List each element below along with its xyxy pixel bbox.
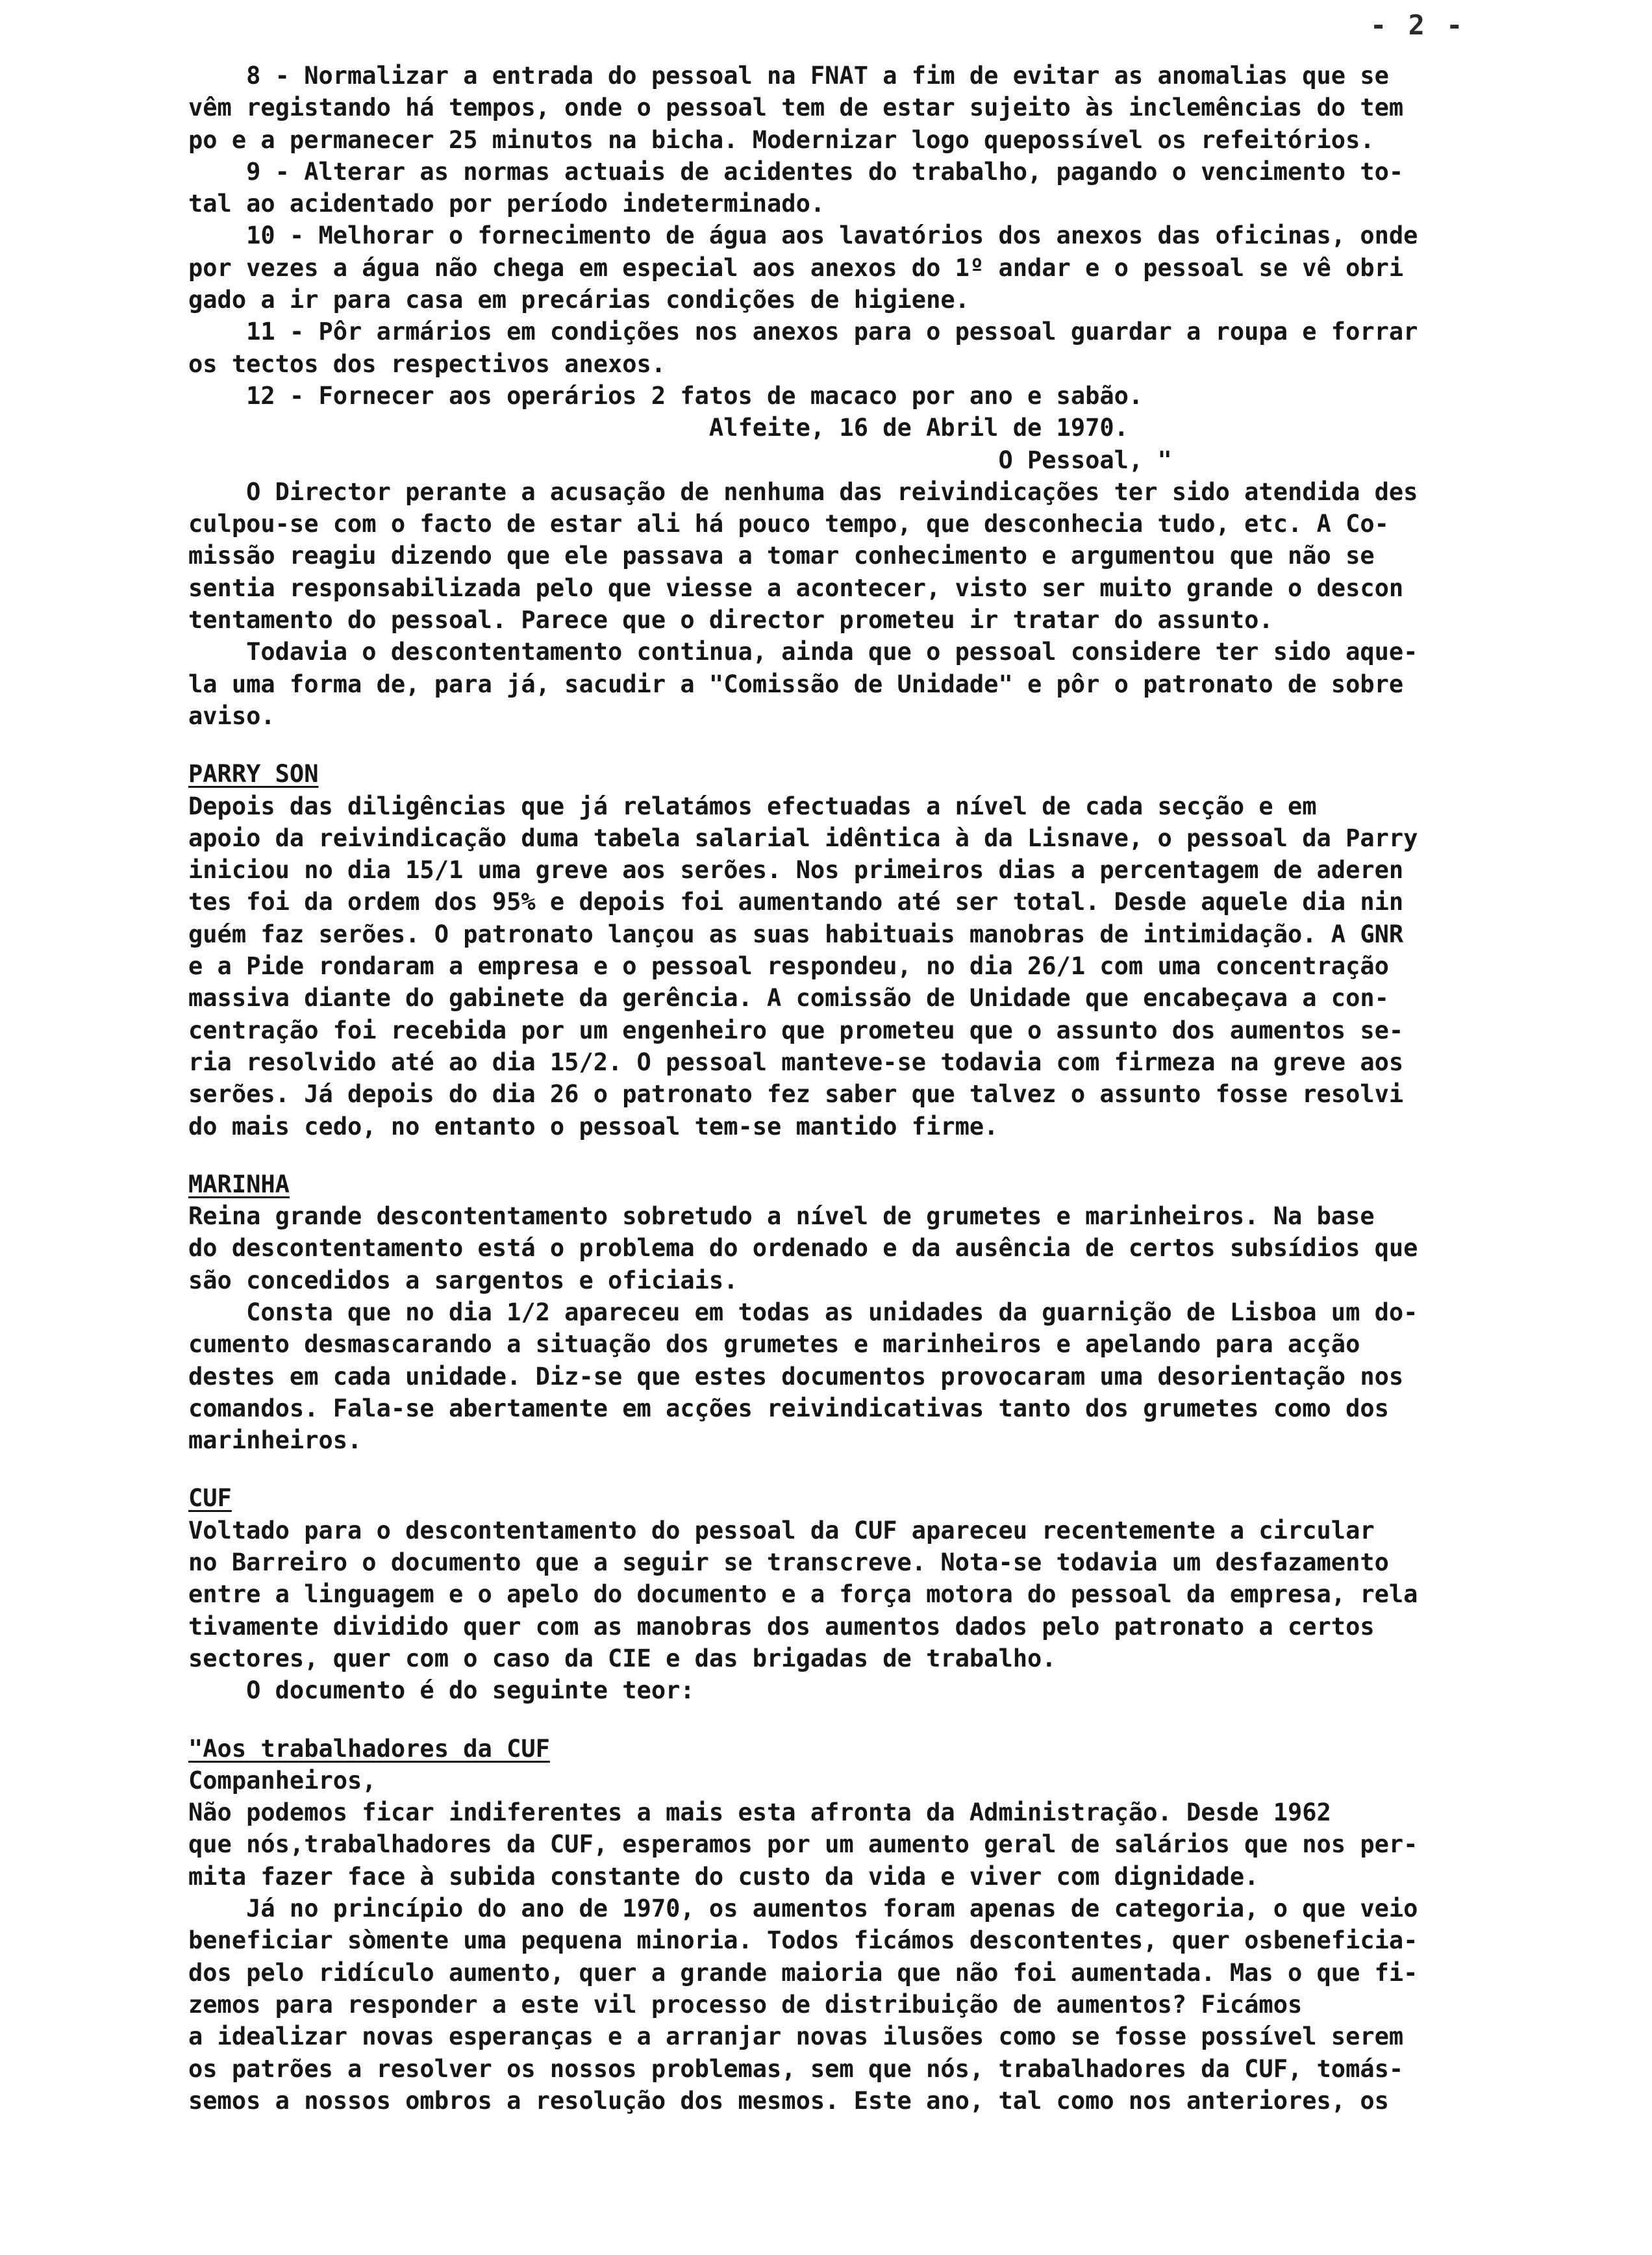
text-line: Depois das diligências que já relatámos efectuadas a nível de cada secção e em xyxy=(188,792,1317,820)
section-gap xyxy=(188,1456,1565,1482)
text-line: tes foi da ordem dos 95% e depois foi aumentando até ser total. Desde aquele dia nin xyxy=(188,888,1404,916)
text-line: beneficiar sòmente uma pequena minoria. Todos ficámos descontentes, quer osbeneficia- xyxy=(188,1926,1418,1955)
text-line: 8 - Normalizar a entrada do pessoal na FNAT a fim de evitar as anomalias que se xyxy=(188,62,1389,90)
text-line: Todavia o descontentamento continua, ainda que o pessoal considere ter sido aque- xyxy=(188,638,1418,666)
text-line: do mais cedo, no entanto o pessoal tem-se mantido firme. xyxy=(188,1112,999,1140)
section-heading-text: CUF xyxy=(188,1484,232,1513)
text-line: guém faz serões. O patronato lançou as suas habituais manobras de intimidação. A GNR xyxy=(188,920,1404,948)
text-line: gado a ir para casa em precárias condições de higiene. xyxy=(188,286,970,314)
section-gap xyxy=(188,732,1565,758)
text-line: comandos. Fala-se abertamente em acções reivindicativas tanto dos grumetes como dos xyxy=(188,1394,1389,1422)
text-line: O documento é do seguinte teor: xyxy=(188,1676,695,1705)
text-line: 11 - Pôr armários em condições nos anexos para o pessoal guardar a roupa e forrar xyxy=(188,318,1418,346)
text-line: apoio da reivindicação duma tabela salarial idêntica à da Lisnave, o pessoal da Parry xyxy=(188,824,1418,852)
text-line: tentamento do pessoal. Parece que o director prometeu ir tratar do assunto. xyxy=(188,606,1273,635)
section-heading xyxy=(188,758,1565,790)
section-heading-text: "Aos trabalhadores da CUF xyxy=(188,1734,550,1763)
text-line: vêm registando há tempos, onde o pessoal tem de estar sujeito às inclemências do tem xyxy=(188,94,1404,122)
text-line: iniciou no dia 15/1 uma greve aos serões. Nos primeiros dias a percentagem de aderen xyxy=(188,856,1404,885)
section-heading xyxy=(188,1482,1565,1514)
text-line: entre a linguagem e o apelo do documento e a força motora do pessoal da empresa, rela xyxy=(188,1580,1418,1609)
text-line: Alfeite, 16 de Abril de 1970. xyxy=(188,414,1129,442)
document-body xyxy=(188,60,1565,2117)
text-line: 12 - Fornecer aos operários 2 fatos de macaco por ano e sabão. xyxy=(188,381,1144,410)
text-line: 9 - Alterar as normas actuais de acidentes do trabalho, pagando o vencimento to- xyxy=(188,157,1404,186)
text-line: destes em cada unidade. Diz-se que estes documentos provocaram uma desorientação nos xyxy=(188,1362,1404,1391)
text-line: Não podemos ficar indiferentes a mais esta afronta da Administração. Desde 1962 xyxy=(188,1798,1331,1827)
text-line: zemos para responder a este vil processo de distribuição de aumentos? Ficámos xyxy=(188,1990,1303,2019)
text-line: aviso. xyxy=(188,701,275,730)
text-line: po e a permanecer 25 minutos na bicha. Modernizar logo quepossível os refeitórios. xyxy=(188,125,1375,154)
text-line: e a Pide rondaram a empresa e o pessoal respondeu, no dia 26/1 com uma concentração xyxy=(188,952,1389,981)
text-line: Já no princípio do ano de 1970, os aumentos foram apenas de categoria, o que veio xyxy=(188,1895,1418,1923)
text-line: Consta que no dia 1/2 apareceu em todas as unidades da guarnição de Lisboa um do- xyxy=(188,1298,1418,1326)
text-line: a idealizar novas esperanças e a arranjar novas ilusões como se fosse possível serem xyxy=(188,2022,1404,2051)
text-line: serões. Já depois do dia 26 o patronato fez saber que talvez o assunto fosse resolvi xyxy=(188,1080,1404,1109)
section-heading-text: MARINHA xyxy=(188,1170,290,1198)
text-line: sentia responsabilizada pelo que viesse a acontecer, visto ser muito grande o descon xyxy=(188,573,1404,602)
section-gap xyxy=(188,1142,1565,1168)
text-line: os tectos dos respectivos anexos. xyxy=(188,349,666,378)
text-line: no Barreiro o documento que a seguir se transcreve. Nota-se todavia um desfazamento xyxy=(188,1548,1389,1577)
section-gap xyxy=(188,1707,1565,1733)
text-line: que nós,trabalhadores da CUF, esperamos por um aumento geral de salários que nos per- xyxy=(188,1830,1418,1859)
section-heading-text: PARRY SON xyxy=(188,760,319,788)
text-line: massiva diante do gabinete da gerência. A comissão de Unidade que encabeçava a con- xyxy=(188,984,1389,1013)
text-line: os patrões a resolver os nossos problemas, sem que nós, trabalhadores da CUF, tomás- xyxy=(188,2054,1404,2083)
text-line: dos pelo ridículo aumento, quer a grande maioria que não foi aumentada. Mas o que fi- xyxy=(188,1958,1418,1987)
text-line: são concedidos a sargentos e oficiais. xyxy=(188,1266,738,1294)
text-line: mita fazer face à subida constante do custo da vida e viver com dignidade. xyxy=(188,1862,1259,1891)
text-line: centração foi recebida por um engenheiro que prometeu que o assunto dos aumentos se- xyxy=(188,1016,1404,1044)
text-line: culpou-se com o facto de estar ali há pouco tempo, que desconhecia tudo, etc. A Co- xyxy=(188,510,1389,538)
text-line: tal ao acidentado por período indeterminado. xyxy=(188,190,825,218)
section-heading xyxy=(188,1168,1565,1200)
text-line: missão reagiu dizendo que ele passava a tomar conhecimento e argumentou que não se xyxy=(188,542,1375,570)
text-line: 10 - Melhorar o fornecimento de água aos lavatórios dos anexos das oficinas, onde xyxy=(188,221,1418,250)
text-line: Companheiros, xyxy=(188,1766,377,1795)
text-line: Voltado para o descontentamento do pessoal da CUF apareceu recentemente a circular xyxy=(188,1516,1375,1544)
text-line: O Director perante a acusação de nenhuma das reivindicações ter sido atendida des xyxy=(188,477,1418,506)
text-line: ria resolvido até ao dia 15/2. O pessoal manteve-se todavia com firmeza na greve aos xyxy=(188,1048,1404,1076)
page-number: - 2 - xyxy=(1370,9,1466,41)
text-line: cumento desmascarando a situação dos grumetes e marinheiros e apelando para acção xyxy=(188,1330,1360,1359)
text-line: semos a nossos ombros a resolução dos mesmos. Este ano, tal como nos anteriores, os xyxy=(188,2086,1389,2115)
text-line: la uma forma de, para já, sacudir a "Comissão de Unidade" e pôr o patronato de sobre xyxy=(188,670,1404,698)
section-heading xyxy=(188,1733,1565,1765)
text-line: do descontentamento está o problema do ordenado e da ausência de certos subsídios que xyxy=(188,1234,1418,1263)
text-line: por vezes a água não chega em especial aos anexos do 1º andar e o pessoal se vê obri xyxy=(188,253,1404,282)
text-line: Reina grande descontentamento sobretudo a nível de grumetes e marinheiros. Na base xyxy=(188,1202,1375,1231)
text-line: marinheiros. xyxy=(188,1426,362,1455)
text-line: tivamente dividido quer com as manobras dos aumentos dados pelo patronato a certos xyxy=(188,1612,1375,1641)
text-line: O Pessoal, " xyxy=(188,446,1172,474)
text-line: sectores, quer com o caso da CIE e das brigadas de trabalho. xyxy=(188,1644,1057,1672)
